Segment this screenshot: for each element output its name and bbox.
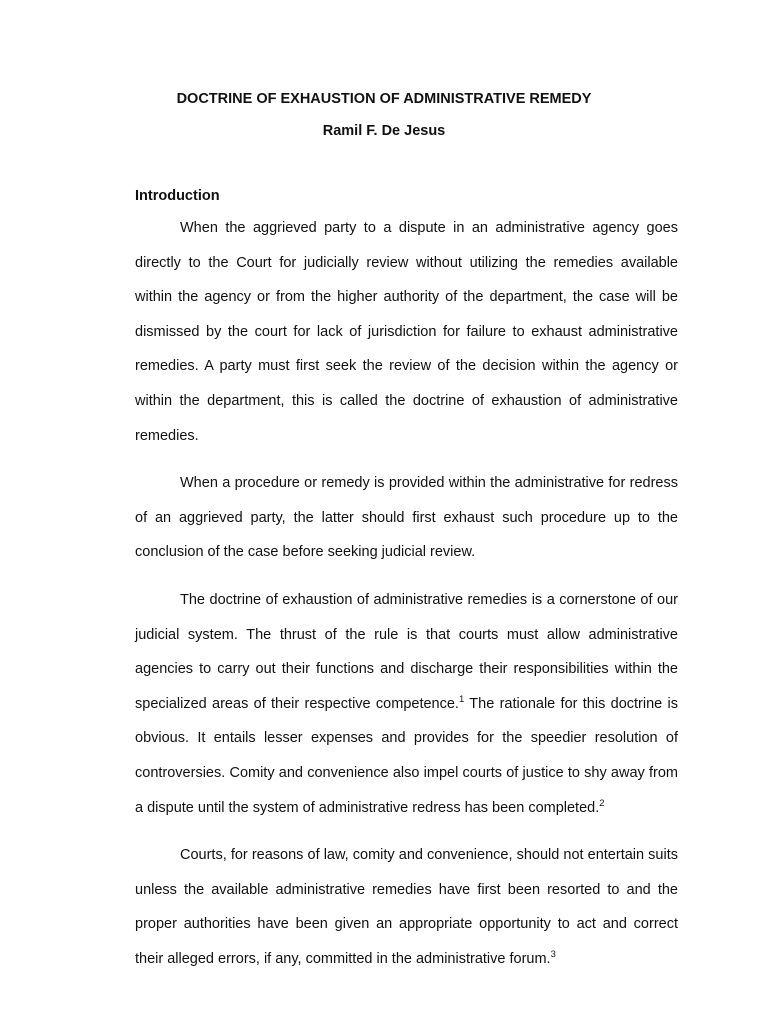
document-title: DOCTRINE OF EXHAUSTION OF ADMINISTRATIVE REMEDY [176,91,592,107]
footnote-marker-1: 1 [458,693,465,705]
footnote-marker-2: 2 [599,797,605,809]
paragraph-2-text: When a procedure or remedy is provided within the administrative for redress of an aggrieved party, the latter should first exhaust such procedure up to the conclusion of the case before seeking judicial review. [135,475,678,561]
document-author: Ramil F. De Jesus [322,123,446,139]
paragraph-4-text: Courts, for reasons of law, comity and convenience, should not entertain suits unless the available administrative remedies have first been resorted to and the proper authorities have been given an appropriate opportunity to act and correct their alleged errors, if any, committed in the administrative forum. [135,847,678,967]
paragraph-3 [135,583,678,825]
paragraph-1 [135,211,678,453]
paragraph-3-text-b: The rationale for this doctrine is obvious. It entails lesser expenses and provides for the speedier resolution of controversies. Comity and convenience also impel courts of justice to shy away from a dispute until the system of administrative redress has been completed. [135,695,679,816]
paragraph-2 [135,466,678,570]
paragraph-3-text-a: The doctrine of exhaustion of administrative remedies is a cornerstone of our judicial system. The thrust of the rule is that courts must allow administrative agencies to carry out their functions and discharge their responsibilities within the specialized areas of their respective competence. [135,592,678,712]
paragraph-4 [135,838,678,976]
paragraph-1-text: When the aggrieved party to a dispute in an administrative agency goes directly to the Court for judicially review without utilizing the remedies available within the agency or from the higher authority of the department, the case will be dismissed by the court for lack of jurisdiction for failure to exhaust administrative remedies. A party must first seek the review of the decision within the agency or within the department, this is called the doctrine of exhaustion of administrative remedies. [135,220,678,444]
section-heading: Introduction [135,188,220,204]
footnote-marker-3: 3 [550,948,556,960]
